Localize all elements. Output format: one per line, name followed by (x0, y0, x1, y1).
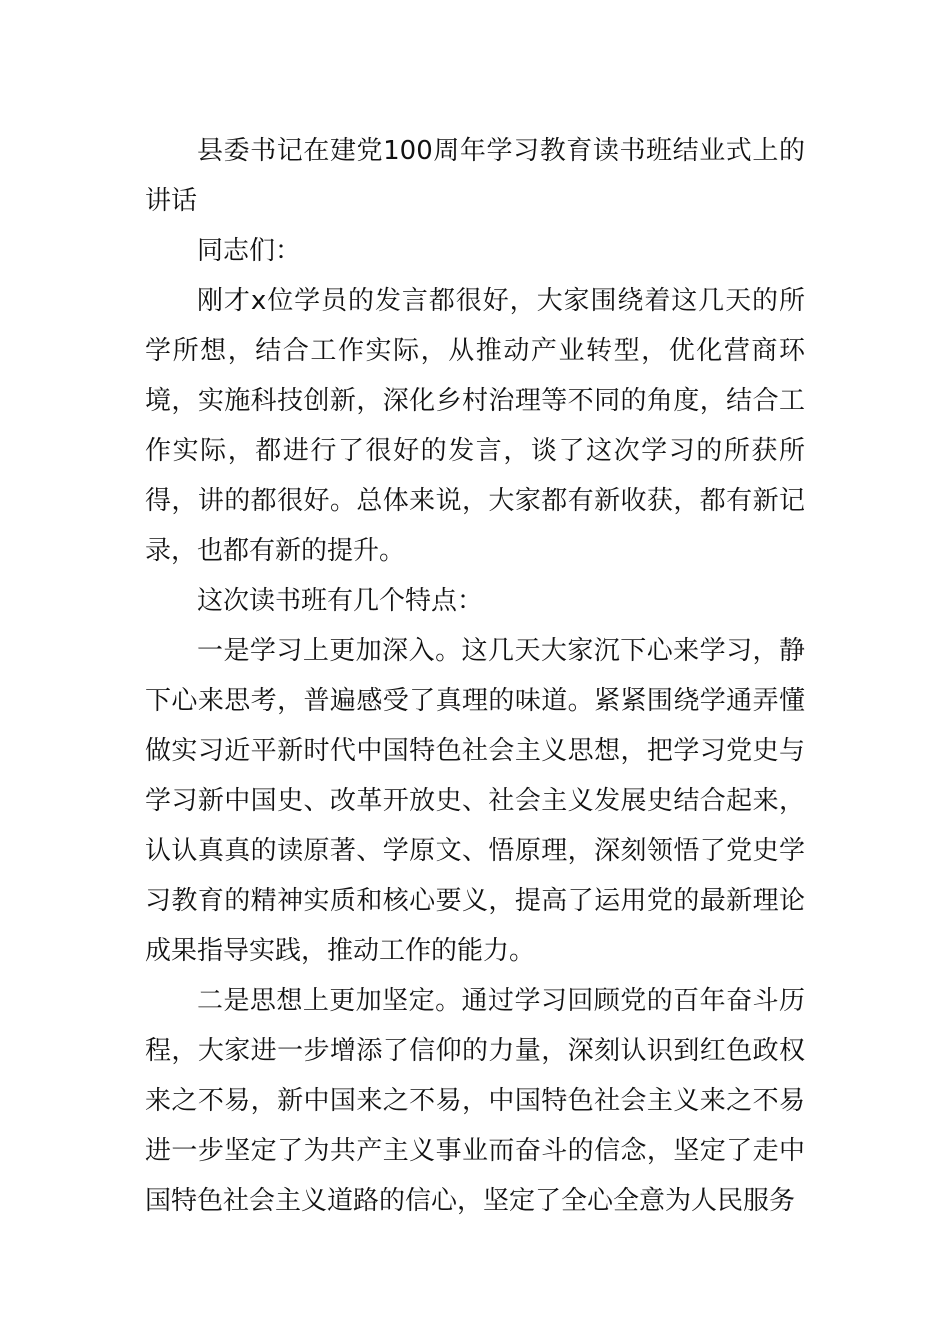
body-paragraph: 这次读书班有几个特点： (197, 586, 484, 616)
body-paragraph: 刚才x位学员的发言都很好，大家围绕着这几天的所学所想，结合工作实际，从推动产业转型，优化营商环境，实施科技创新，深化乡村治理等不同的角度，结合工作实际，都进行了很好的发言，谈了这次学习的所获所得，讲的都很好。总体来说，大家都有新收获，都有新记录，也都有新的提升。 (145, 286, 805, 566)
salutation-paragraph: 同志们： (197, 236, 302, 266)
body-paragraph: 一是学习上更加深入。这几天大家沉下心来学习，静下心来思考，普遍感受了真理的味道。紧紧围绕学通弄懂做实习近平新时代中国特色社会主义思想，把学习党史与学习新中国史、改革开放史、社会主义发展史结合起来，认认真真的读原著、学原文、悟原理，深刻领悟了党史学习教育的精神实质和核心要义，提高了运用党的最新理论成果指导实践，推动工作的能力。 (145, 636, 805, 966)
document-title: 县委书记在建党100周年学习教育读书班结业式上的讲话 (145, 136, 805, 216)
document-body (145, 126, 805, 1226)
body-paragraph: 二是思想上更加坚定。通过学习回顾党的百年奋斗历程，大家进一步增添了信仰的力量，深刻认识到红色政权来之不易，新中国来之不易，中国特色社会主义来之不易进一步坚定了为共产主义事业而奋斗的信念，坚定了走中国特色社会主义道路的信心，坚定了全心全意为人民服务 (145, 986, 805, 1216)
